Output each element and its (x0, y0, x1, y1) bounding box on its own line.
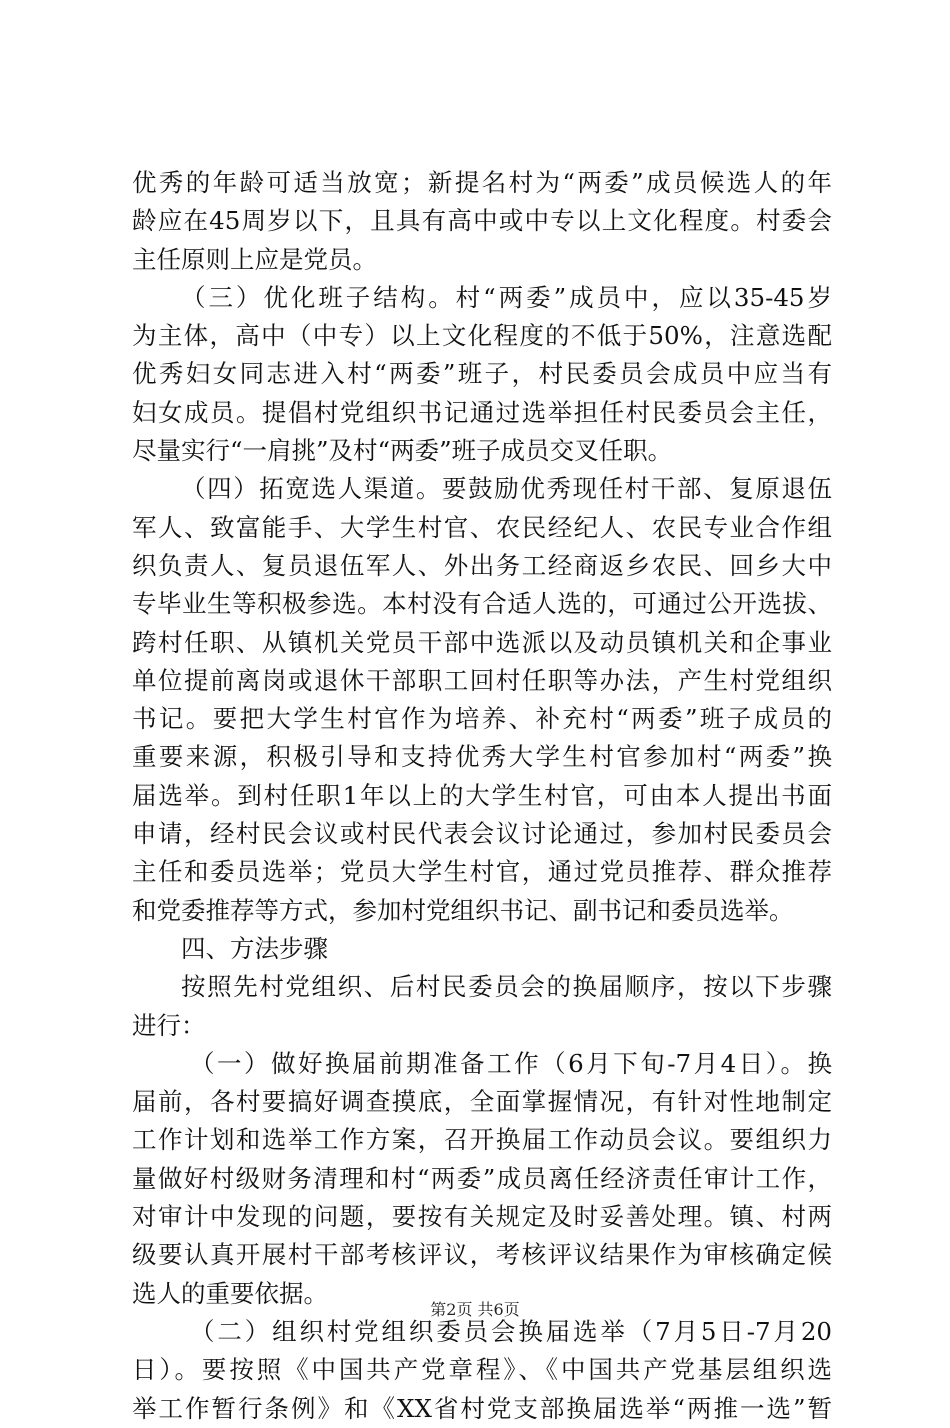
text-line: 举工作暂行条例》和《XX省村党支部换届选举“两推一选”暂 (132, 1393, 832, 1423)
text-line: 和党委推荐等方式，参加村党组织书记、副书记和委员选举。 (132, 895, 794, 925)
text-line: 主任原则上应是党员。 (132, 244, 377, 274)
text-line: 优秀妇女同志进入村“两委”班子，村民委员会成员中应当有 (132, 359, 832, 389)
text-line: 专毕业生等积极参选。本村没有合适人选的，可通过公开选拔、 (132, 589, 832, 619)
text-line: 军人、致富能手、大学生村官、农民经纪人、农民专业合作组 (132, 512, 832, 542)
text-line: 届前，各村要搞好调查摸底，全面掌握情况，有针对性地制定 (132, 1087, 832, 1117)
text-line: 主任和委员选举；党员大学生村官，通过党员推荐、群众推荐 (132, 857, 832, 887)
text-line: 量做好村级财务清理和村“两委”成员离任经济责任审计工作， (132, 1163, 832, 1193)
text-line: 申请，经村民会议或村民代表会议讨论通过，参加村民委员会 (132, 819, 832, 849)
text-line: 工作计划和选举工作方案，召开换届工作动员会议。要组织力 (132, 1125, 832, 1155)
text-line: （二）组织村党组织委员会换届选举（7月5日-7月20 (190, 1316, 832, 1346)
section-heading: 四、方法步骤 (181, 933, 328, 963)
text-line: 龄应在45周岁以下，且具有高中或中专以上文化程度。村委会 (132, 206, 832, 236)
text-line: 重要来源，积极引导和支持优秀大学生村官参加村“两委”换 (132, 742, 832, 772)
text-line: 对审计中发现的问题，要按有关规定及时妥善处理。镇、村两 (132, 1202, 832, 1232)
text-line: 尽量实行“一肩挑”及村“两委”班子成员交叉任职。 (132, 436, 673, 466)
text-line: 为主体，高中（中专）以上文化程度的不低于50%，注意选配 (132, 321, 832, 351)
text-line: 按照先村党组织、后村民委员会的换届顺序，按以下步骤 (181, 972, 832, 1002)
text-line: （四）拓宽选人渠道。要鼓励优秀现任村干部、复原退伍 (181, 474, 832, 504)
body-text (132, 164, 832, 1428)
text-line: 日）。要按照《中国共产党章程》、《中国共产党基层组织选 (132, 1355, 832, 1385)
text-line: （一）做好换届前期准备工作（6月下旬-7月4日）。换 (190, 1048, 832, 1078)
text-line: 进行： (132, 1010, 206, 1040)
text-line: 选人的重要依据。 (132, 1278, 328, 1308)
text-line: 跨村任职、从镇机关党员干部中选派以及动员镇机关和企事业 (132, 627, 832, 657)
text-line: 织负责人、复员退伍军人、外出务工经商返乡农民、回乡大中 (132, 550, 832, 580)
text-line: 单位提前离岗或退休干部职工回村任职等办法，产生村党组织 (132, 665, 832, 695)
text-line: （三）优化班子结构。村“两委”成员中，应以35-45岁 (181, 282, 832, 312)
text-line: 书记。要把大学生村官作为培养、补充村“两委”班子成员的 (132, 704, 832, 734)
text-line: 妇女成员。提倡村党组织书记通过选举担任村民委员会主任， (132, 397, 832, 427)
text-line: 届选举。到村任职1年以上的大学生村官，可由本人提出书面 (132, 780, 832, 810)
page-number-footer: 第2页 共6页 (430, 1300, 520, 1319)
text-line: 级要认真开展村干部考核评议，考核评议结果作为审核确定候 (132, 1240, 832, 1270)
text-line: 优秀的年龄可适当放宽；新提名村为“两委”成员候选人的年 (132, 168, 832, 197)
